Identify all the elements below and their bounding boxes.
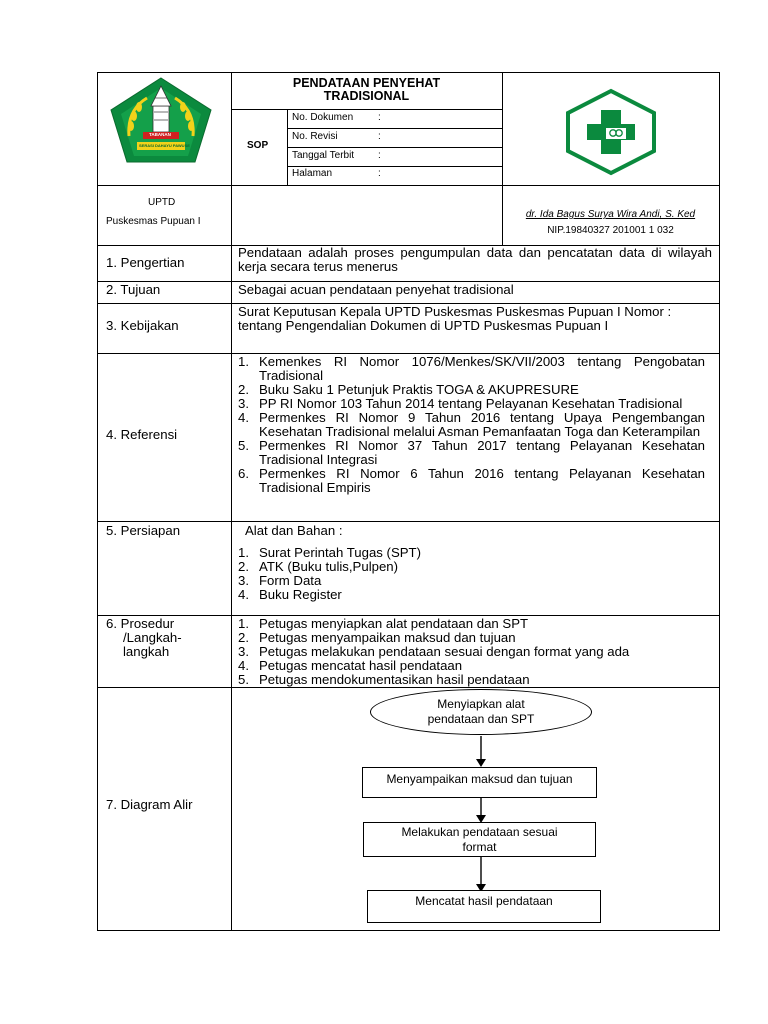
prosedur-label-line1: 6. Prosedur (106, 616, 175, 631)
kebijakan-label: 3. Kebijakan (106, 318, 179, 333)
list-item: 1. Petugas menyiapkan alat pendataan dan SPT (238, 616, 529, 631)
regency-logo-motto: SERASI DAHAYU PAWUSE (139, 143, 190, 148)
regency-logo (107, 76, 215, 164)
prosedur-label-line2: /Langkah- (123, 630, 182, 645)
list-item: 4. Buku Register (238, 587, 342, 602)
field-halaman-sep: : (378, 168, 381, 179)
flow-step-4-text: Mencatat hasil pendataan (415, 894, 553, 908)
list-item: 6. Permenkes RI Nomor 6 Tahun 2016 tentang Pelayanan Kesehatan Tradisional Empiris (238, 466, 705, 495)
field-no-dokumen-sep: : (378, 112, 381, 123)
field-tanggal-terbit-sep: : (378, 150, 381, 161)
kebijakan-text: Surat Keputusan Kepala UPTD Puskesmas Puskesmas Pupuan I Nomor : tentang Pengendalian Dokumen di UPTD Puskesmas Pupuan I (238, 304, 672, 333)
flow-step-start (370, 689, 592, 735)
flow-arrow-1 (474, 736, 488, 768)
flow-step-2-text: Menyampaikan maksud dan tujuan (386, 772, 573, 786)
document-title-line1: PENDATAAN PENYEHAT (292, 76, 441, 90)
flow-step-4 (367, 890, 601, 923)
list-item: 1. Kemenkes RI Nomor 1076/Menkes/SK/VII/2003 tentang Pengobatan Tradisional (238, 354, 705, 383)
sop-label: SOP (247, 140, 269, 151)
flow-step-3-line1: Melakukan pendataan sesuai (401, 824, 558, 839)
prosedur-label-line3: langkah (123, 644, 170, 659)
referensi-list (238, 355, 705, 495)
flow-arrow-3 (474, 857, 488, 893)
document-title-line2: TRADISIONAL (323, 89, 410, 103)
signer-nip: NIP.19840327 201001 1 032 (547, 225, 674, 236)
pengertian-text: Pendataan adalah proses pengumpulan data dan pencatatan data di wilayah kerja secara terus menerus (238, 245, 712, 274)
puskesmas-cross-icon (563, 88, 659, 176)
list-item: 4. Permenkes RI Nomor 9 Tahun 2016 tentang Upaya Pengembangan Kesehatan Tradisional melalui Asman Pemanfaatan Toga dan Keterampilan (238, 410, 705, 439)
flow-step-start-line1: Menyiapkan alat (437, 697, 525, 711)
field-halaman-label: Halaman (292, 168, 333, 179)
org-name-line1: UPTD (148, 197, 176, 208)
persiapan-label: 5. Persiapan (106, 523, 181, 538)
diagram-label: 7. Diagram Alir (106, 797, 193, 812)
signer-name: dr. Ida Bagus Surya Wira Andi, S. Ked (525, 209, 696, 220)
list-item: 5. Permenkes RI Nomor 37 Tahun 2017 tentang Pelayanan Kesehatan Tradisional Integrasi (238, 438, 705, 467)
regency-logo-name: TABANAN (149, 132, 171, 137)
field-tanggal-terbit-label: Tanggal Terbit (292, 150, 355, 161)
field-no-revisi-label: No. Revisi (292, 131, 338, 142)
referensi-label: 4. Referensi (106, 427, 178, 442)
list-item: 3. Form Data (238, 573, 322, 588)
regency-emblem-icon (107, 76, 215, 164)
flow-step-start-line2: pendataan dan SPT (427, 712, 535, 726)
persiapan-heading: Alat dan Bahan : (245, 523, 343, 538)
list-item: 2. Buku Saku 1 Petunjuk Praktis TOGA & AKUPRESURE (238, 382, 579, 397)
pengertian-label: 1. Pengertian (106, 255, 185, 270)
flow-step-3-line2: format (462, 839, 497, 854)
prosedur-list (238, 617, 708, 687)
list-item: 4. Petugas mencatat hasil pendataan (238, 658, 463, 673)
flow-arrow-2 (474, 798, 488, 824)
list-item: 5. Petugas mendokumentasikan hasil pendataan (238, 672, 530, 687)
list-item: 3. Petugas melakukan pendataan sesuai dengan format yang ada (238, 644, 630, 659)
tujuan-text: Sebagai acuan pendataan penyehat tradisional (238, 282, 514, 297)
list-item: 2. Petugas menyampaikan maksud dan tujuan (238, 630, 516, 645)
list-item: 2. ATK (Buku tulis,Pulpen) (238, 559, 399, 574)
puskesmas-logo (563, 88, 659, 176)
tujuan-label: 2. Tujuan (106, 282, 161, 297)
field-no-dokumen-label: No. Dokumen (292, 112, 354, 123)
flow-step-3 (363, 822, 596, 857)
field-no-revisi-sep: : (378, 131, 381, 142)
list-item: 3. PP RI Nomor 103 Tahun 2014 tentang Pelayanan Kesehatan Tradisional (238, 396, 683, 411)
org-name-line2: Puskesmas Pupuan I (106, 216, 201, 227)
persiapan-list (238, 546, 638, 602)
flow-step-2 (362, 767, 597, 798)
list-item: 1. Surat Perintah Tugas (SPT) (238, 545, 421, 560)
